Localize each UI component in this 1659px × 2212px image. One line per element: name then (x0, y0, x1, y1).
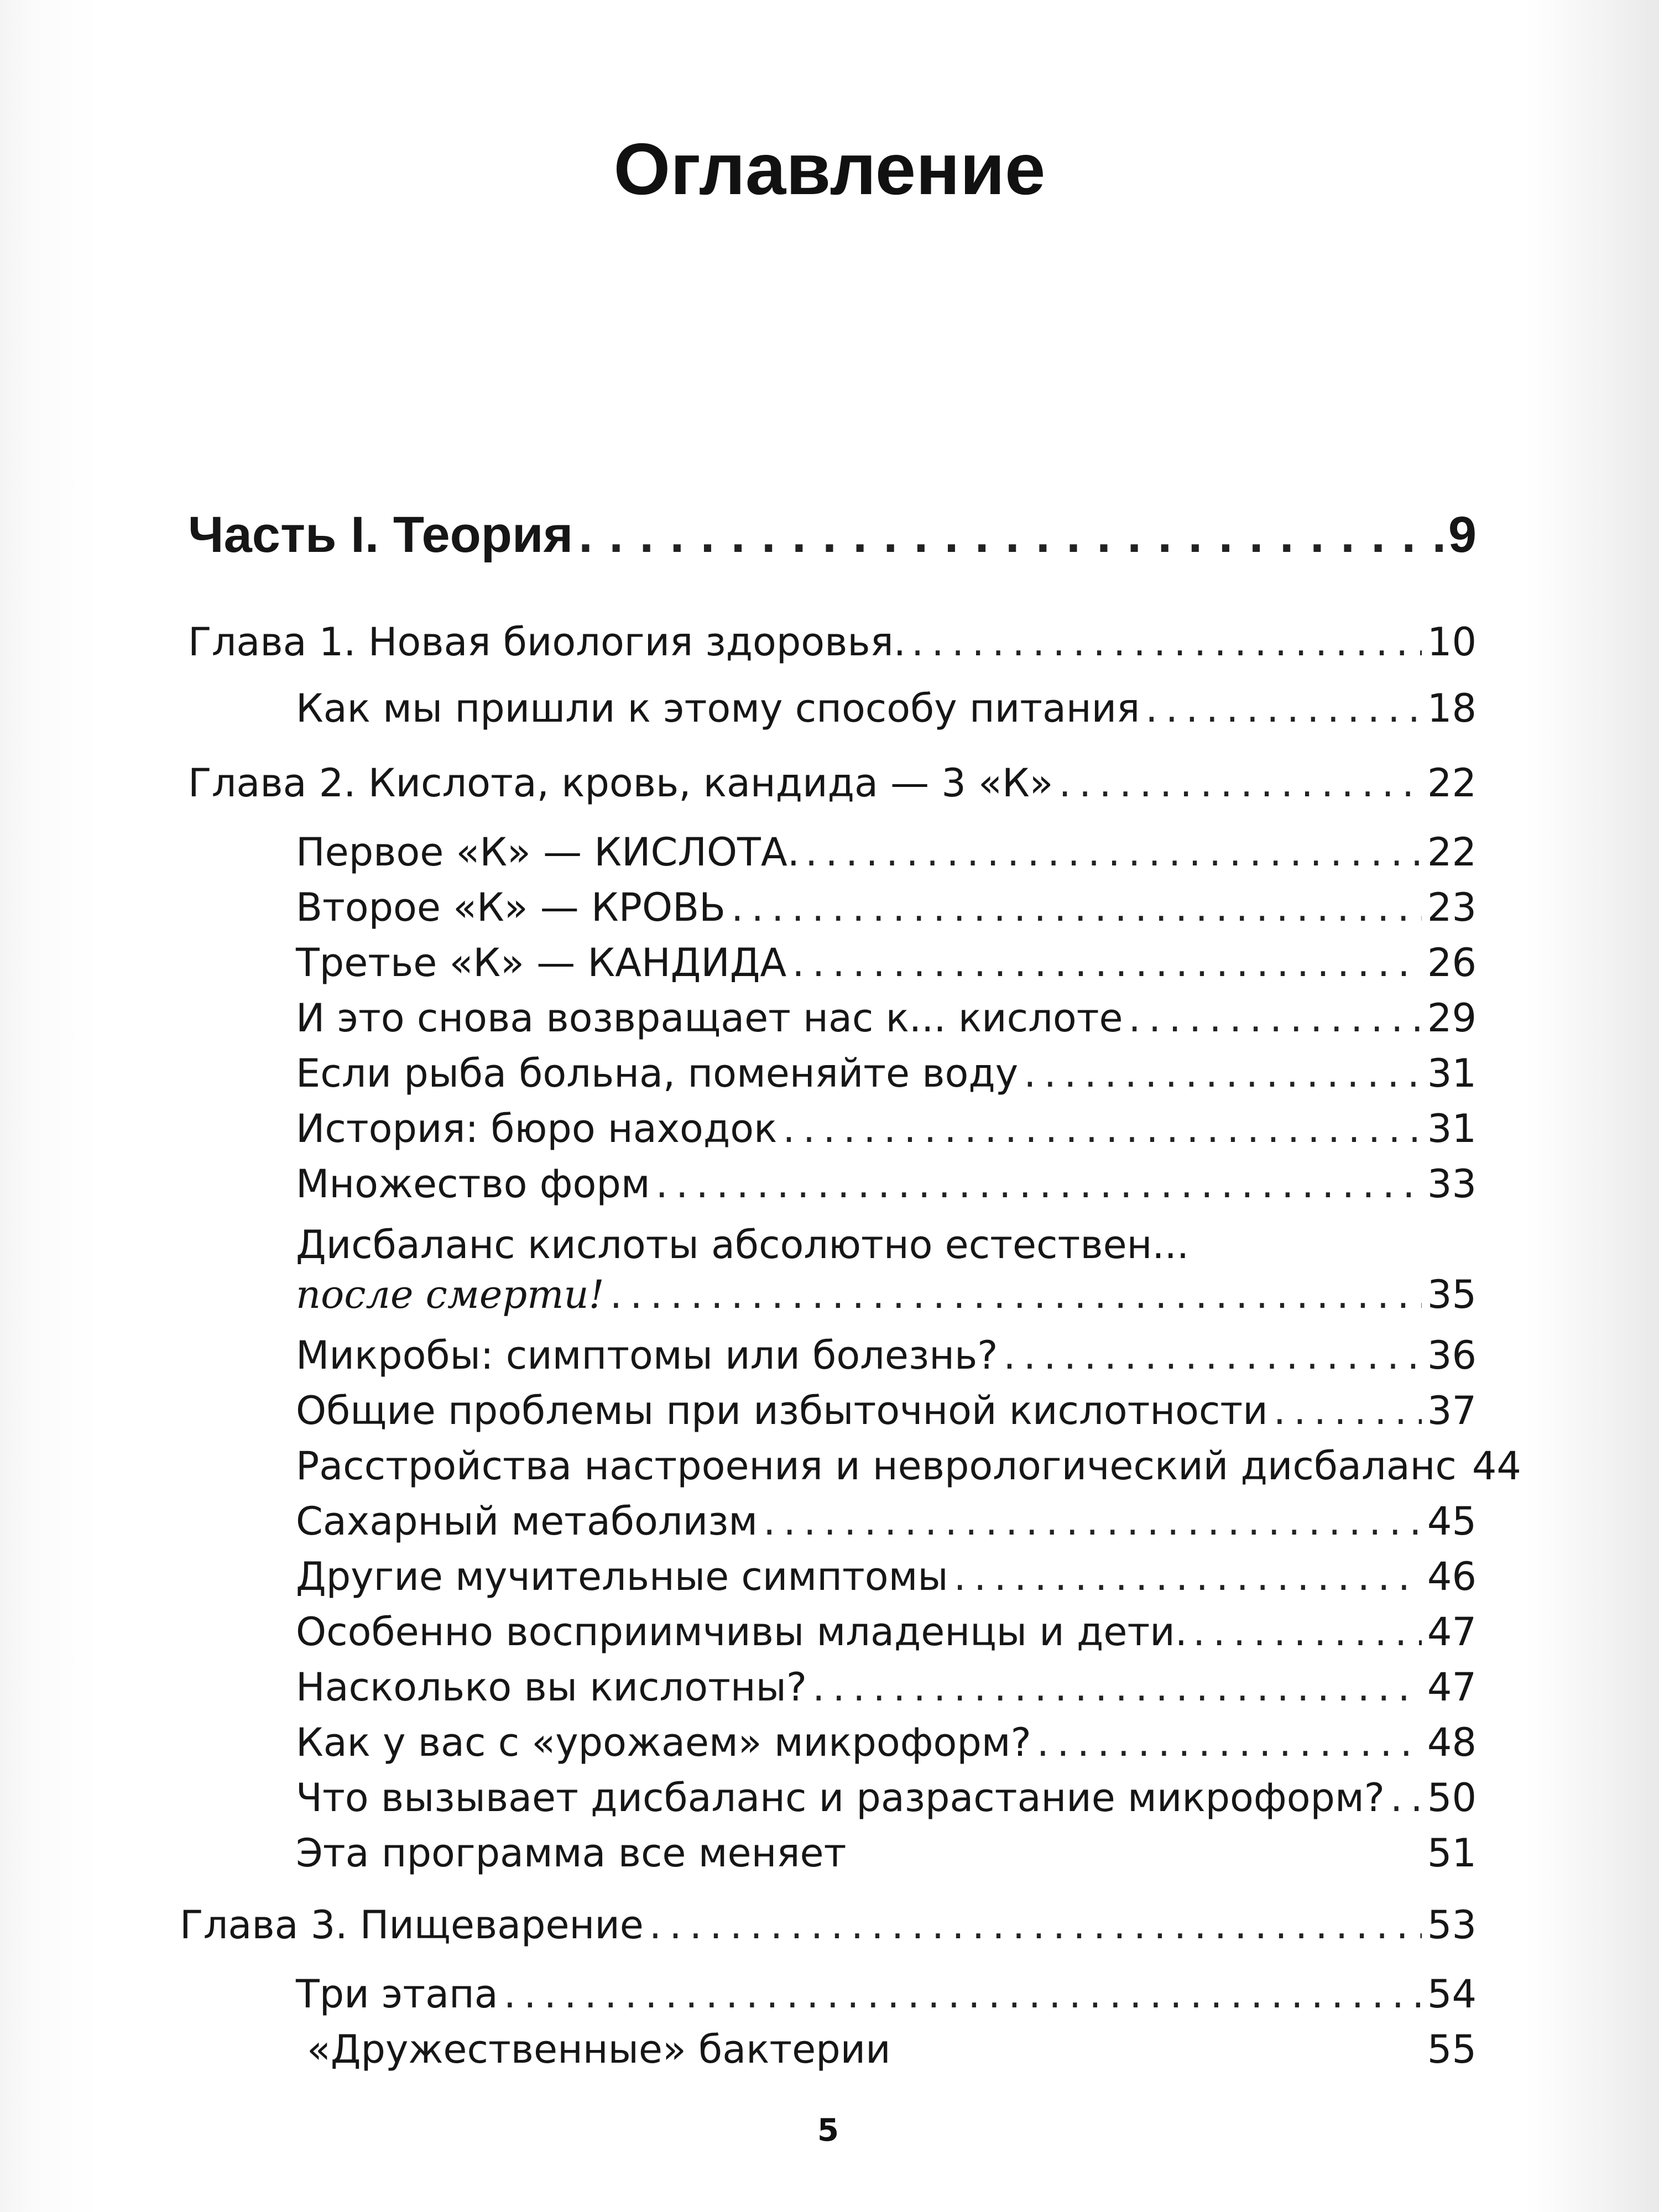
page-folio-number: 5 (817, 2112, 839, 2148)
leader-dots (656, 1161, 1422, 1207)
page-number: 22 (1427, 830, 1477, 875)
toc-chapter[interactable] (188, 619, 1477, 665)
toc-section[interactable] (296, 1609, 1477, 1655)
page-number: 51 (1427, 1830, 1477, 1876)
leader-dots (1274, 1388, 1422, 1433)
leader-dots (954, 1554, 1422, 1599)
page-number: 53 (1427, 1902, 1477, 1948)
entry-title: Глава 1. Новая биология здоровья. (188, 619, 906, 665)
toc-section[interactable] (296, 1554, 1477, 1599)
leader-dots (504, 1971, 1422, 2017)
page-number: 9 (1448, 507, 1477, 563)
toc-chapter[interactable] (180, 1902, 1477, 1948)
toc-section[interactable] (296, 1051, 1477, 1096)
page-number: 54 (1427, 1971, 1477, 2017)
leader-dots (763, 1499, 1422, 1544)
leader-dots (1024, 1051, 1422, 1096)
page-number: 55 (1427, 2027, 1477, 2072)
page-number: 48 (1427, 1720, 1477, 1765)
entry-title-line2: после смерти! (296, 1272, 604, 1317)
leader-dots (1059, 760, 1422, 806)
entry-title: Эта программа все меняет (296, 1830, 847, 1876)
toc-section[interactable] (296, 1830, 1477, 1876)
entry-title: Другие мучительные симптомы (296, 1554, 948, 1599)
page-number: 29 (1427, 995, 1477, 1041)
toc-section[interactable] (296, 995, 1477, 1041)
toc-section[interactable] (296, 1443, 1521, 1489)
page-number: 47 (1427, 1609, 1477, 1655)
part-label: Часть I. Теория (188, 507, 573, 563)
entry-title: Микробы: симптомы или болезнь? (296, 1333, 998, 1378)
entry-title: Множество форм (296, 1161, 650, 1207)
toc-section[interactable] (296, 1388, 1477, 1433)
toc-section[interactable] (296, 1775, 1477, 1820)
entry-title: Как у вас с «урожаем» микроформ? (296, 1720, 1031, 1765)
entry-title: История: бюро находок (296, 1106, 778, 1151)
leader-dots (805, 830, 1422, 875)
entry-title: Сахарный метаболизм (296, 1499, 758, 1544)
toc-section[interactable] (296, 1106, 1477, 1151)
entry-title: Три этапа (296, 1971, 498, 2017)
toc-part-1[interactable] (188, 506, 1477, 564)
entry-title: «Дружественные» бактерии (307, 2027, 891, 2072)
toc-section-two-line[interactable] (296, 1222, 1477, 1317)
entry-title: Расстройства настроения и неврологический дисбаланс (296, 1443, 1457, 1489)
leader-dots (792, 940, 1422, 985)
entry-title: Особенно восприимчивы младенцы и дети. (296, 1609, 1188, 1655)
leader-dots (1129, 995, 1422, 1041)
page-number: 33 (1427, 1161, 1477, 1207)
leader-dots (578, 506, 1443, 564)
page-number: 26 (1427, 940, 1477, 985)
leader-dots (1145, 686, 1422, 731)
page-number: 31 (1427, 1106, 1477, 1151)
entry-title: Глава 2. Кислота, кровь, кандида — 3 «К» (188, 760, 1053, 806)
page-number: 36 (1427, 1333, 1477, 1378)
leader-dots (1193, 1609, 1422, 1655)
leader-dots (1390, 1775, 1422, 1820)
page-number: 31 (1427, 1051, 1477, 1096)
page-number: 22 (1427, 760, 1477, 806)
toc-section[interactable] (296, 1333, 1477, 1378)
page-number: 47 (1427, 1665, 1477, 1710)
toc-section[interactable] (296, 1161, 1477, 1207)
toc-section[interactable] (296, 940, 1477, 985)
page-number: 46 (1427, 1554, 1477, 1599)
entry-title: Если рыба больна, поменяйте воду (296, 1051, 1019, 1096)
page-number: 18 (1427, 686, 1477, 731)
toc-section[interactable] (307, 2027, 1477, 2072)
entry-title: И это снова возвращает нас к... кислоте (296, 995, 1123, 1041)
leader-dots (911, 619, 1422, 665)
entry-title: Третье «К» — КАНДИДА (296, 940, 787, 985)
leader-dots (1003, 1333, 1422, 1378)
entry-title: Первое «К» — КИСЛОТА. (296, 830, 800, 875)
leader-dots (1037, 1720, 1422, 1765)
toc-section[interactable] (296, 1665, 1477, 1710)
entry-title: Насколько вы кислотны? (296, 1665, 807, 1710)
leader-dots (731, 885, 1422, 930)
page-title: Оглавление (613, 128, 1046, 210)
entry-line2-row (296, 1272, 1477, 1317)
page-number: 10 (1427, 619, 1477, 665)
toc-section[interactable] (296, 830, 1477, 875)
toc-section[interactable] (296, 885, 1477, 930)
toc-section[interactable] (296, 1720, 1477, 1765)
entry-title-line1: Дисбаланс кислоты абсолютно естествен... (296, 1222, 1190, 1267)
entry-title: Второе «К» — КРОВЬ (296, 885, 726, 930)
entry-title: Что вызывает дисбаланс и разрастание микроформ? (296, 1775, 1385, 1820)
leader-dots (649, 1902, 1422, 1948)
page-number: 23 (1427, 885, 1477, 930)
leader-dots (812, 1665, 1422, 1710)
leader-dots (610, 1272, 1422, 1317)
entry-title: Глава 3. Пищеварение (180, 1902, 644, 1948)
page-number: 45 (1427, 1499, 1477, 1544)
page-number: 37 (1427, 1388, 1477, 1433)
entry-title: Общие проблемы при избыточной кислотности (296, 1388, 1268, 1433)
entry-title: Как мы пришли к этому способу питания (296, 686, 1140, 731)
leader-dots (782, 1106, 1422, 1151)
page-number: 50 (1427, 1775, 1477, 1820)
page-number: 44 (1472, 1443, 1521, 1489)
toc-section[interactable] (296, 1971, 1477, 2017)
toc-section[interactable] (296, 686, 1477, 731)
toc-section[interactable] (296, 1499, 1477, 1544)
page-number: 35 (1427, 1272, 1477, 1317)
toc-chapter[interactable] (188, 760, 1477, 806)
